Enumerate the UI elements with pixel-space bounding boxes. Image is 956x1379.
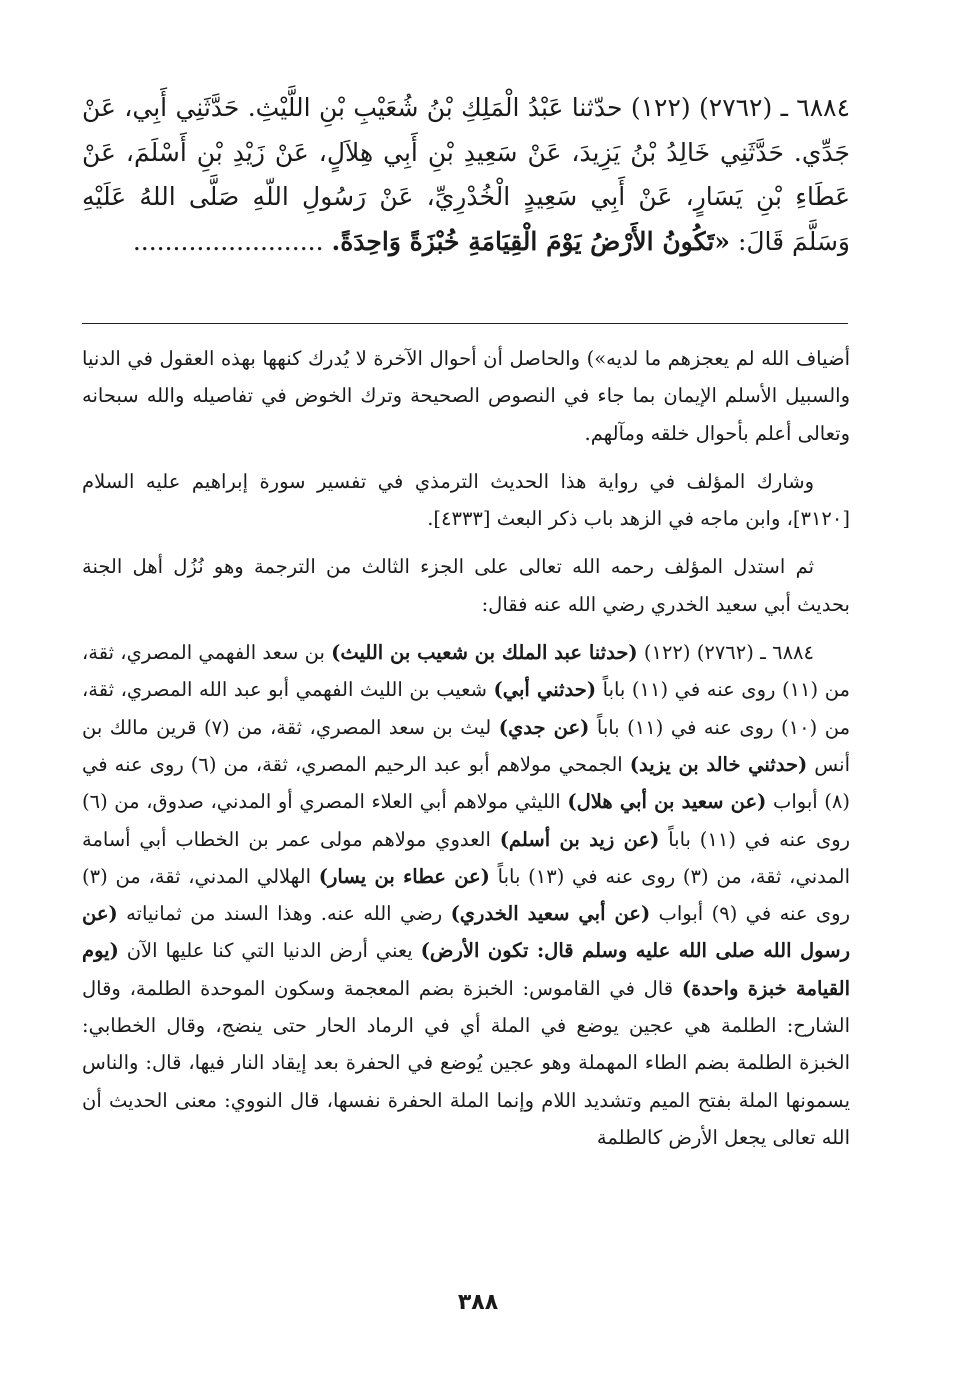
page-number: ٣٨٨: [457, 1290, 499, 1315]
narrator-name: (عن سعيد بن أبي هلال): [567, 790, 767, 814]
text-segment: الليثي مولاهم أبي العلاء المصري أو المدني، صدوق، من (٦) روى عنه في (١١) باباً: [82, 790, 851, 851]
text-segment: قال في القاموس: الخبزة بضم المعجمة وسكون الموحدة الطلمة، وقال الشارح: الطلمة هي عجين يوضع في الملة أي في الرماد الحار حتى ينضج، وقال الخطابي: الخبزة الطلمة بضم الطاء المهملة وهو عجين يُوضع في الحفرة بعد إيقاد النار فيها، قال: والناس يسمونها الملة بفتح الميم وتشديد اللام وإنما الملة الحفرة نفسها، قال النووي: معنى الحديث أن الله تعالى يجعل الأرض كالطلمة: [82, 976, 850, 1149]
hadith-matn: «تَكُونُ الأَرْضُ يَوْمَ الْقِيَامَةِ خُبْزَةً وَاحِدَةً.: [331, 226, 730, 256]
commentary-block: [82, 340, 850, 1167]
text-segment: بن سعد الفهمي المصري، ثقة، من (١١) روى عنه في (١١) باباً: [82, 641, 850, 702]
narrator-name: (عن جدي): [498, 715, 590, 739]
narrator-name: (حدثني خالد بن يزيد): [629, 752, 808, 776]
continuation-dots: ........................: [132, 226, 324, 256]
hadith-quote: (عن رسول الله صلى الله عليه وسلم قال: تكون الأرض): [82, 902, 850, 963]
hadith-isnad: ٦٨٨٤ ـ (٢٧٦٢) (١٢٢) حدّثنا عَبْدُ الْمَلِكِ بْنُ شُعَيْبِ بْنِ اللَّيْثِ. حَدَّثَنِي أَبِي، عَنْ جَدِّي. حَدَّثَنِي خَالِدُ بْنُ يَزِيدَ، عَنْ سَعِيدِ بْنِ أَبِي هِلاَلٍ، عَنْ زَيْدِ بْنِ أَسْلَمَ، عَنْ عَطَاءِ بْنِ يَسَارٍ، عَنْ أَبِي سَعِيدٍ الْخُدْرِيِّ، عَنْ رَسُولِ اللّهِ صَلَّى اللهُ عَلَيْهِ وَسَلَّمَ قَالَ:: [82, 93, 850, 256]
narrator-name: (حدثني أبي): [493, 678, 597, 702]
narrator-name: (حدثنا عبد الملك بن شعيب بن الليث): [331, 641, 638, 665]
hadith-text: [82, 86, 850, 264]
text-segment: ليث بن سعد المصري، ثقة، من (٧) قرين مالك بن أنس: [82, 715, 850, 776]
hadith-block: [82, 86, 850, 264]
hadith-quote: (يوم القيامة خبزة واحدة): [82, 939, 851, 1000]
text-segment: شعيب بن الليث الفهمي أبو عبد الله المصري، ثقة، من (١٠) روى عنه في (١١) باباً: [82, 678, 851, 739]
commentary-paragraph-4: [82, 634, 850, 1156]
narrator-name: (عن أبي سعيد الخدري): [450, 902, 651, 926]
text-segment: الجمحي مولاهم أبو عبد الرحيم المصري، ثقة، من (٦) روى عنه في (٨) أبواب: [82, 752, 851, 814]
text-segment: رضي الله عنه. وهذا السند من ثمانياته: [126, 902, 443, 926]
text-segment: ٦٨٨٤ ـ (٢٧٦٢) (١٢٢): [643, 641, 814, 665]
commentary-paragraph-3: ثم استدل المؤلف رحمه الله تعالى على الجزء الثالث من الترجمة وهو نُزُل أهل الجنة بحديث أبي سعيد الخدري رضي الله عنه فقال:: [82, 555, 850, 616]
text-segment: الهلالي المدني، ثقة، من (٣) روى عنه في (٩) أبواب: [82, 864, 851, 926]
text-segment: يعني أرض الدنيا التي كنا عليها الآن: [126, 939, 413, 963]
narrator-name: (عن عطاء بن يسار): [318, 864, 490, 888]
footnote-divider: [82, 323, 848, 324]
narrator-name: (عن زيد بن أسلم): [499, 827, 660, 851]
text-segment: العدوي مولاهم مولى عمر بن الخطاب أبي أسامة المدني، ثقة، من (٣) روى عنه في (١٣) باباً: [82, 827, 851, 888]
commentary-paragraph-2: وشارك المؤلف في رواية هذا الحديث الترمذي في تفسير سورة إبراهيم عليه السلام [٣١٢٠]، وابن ماجه في الزهد باب ذكر البعث [٤٣٣٣].: [82, 469, 850, 531]
commentary-paragraph-1: أضياف الله لم يعجزهم ما لديه») والحاصل أن أحوال الآخرة لا يُدرك كنهها بهذه العقول في الدنيا والسبيل الأسلم الإيمان بما جاء في النصوص الصحيحة وترك الخوض في تفاصيله والله سبحانه وتعالى أعلم بأحوال خلقه ومآلهم.: [82, 347, 850, 445]
